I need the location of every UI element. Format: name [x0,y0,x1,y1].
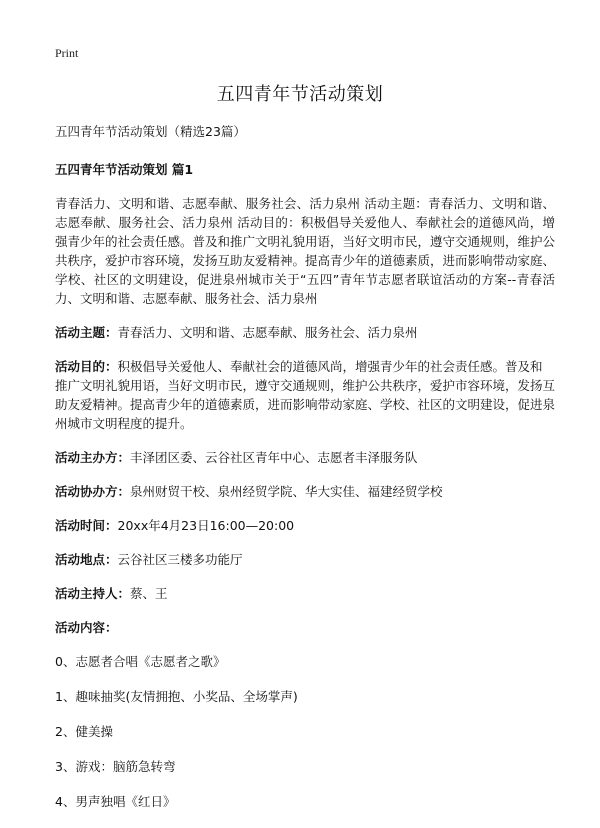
field-time-value: 20xx年4月23日16:00—20:00 [117,518,295,533]
field-time [55,516,555,535]
field-theme-value: 青春活力、文明和谐、志愿奉献、服务社会、活力泉州 [117,325,418,340]
list-item: 4、男声独唱《红日》 [55,794,176,809]
field-time-label: 活动时间： [55,518,118,533]
field-host [55,584,555,603]
field-content [55,618,555,637]
list-item: 2、健美操 [55,724,113,739]
field-co-organizer-value: 泉州财贸干校、泉州经贸学院、华大实佳、福建经贸学校 [130,484,443,499]
field-theme-label: 活动主题： [55,325,118,340]
list-item: 0、志愿者合唱《志愿者之歌》 [55,654,226,669]
print-label: Print [55,46,79,60]
field-host-label: 活动主持人： [55,586,131,601]
field-content-label: 活动内容： [55,620,118,635]
field-purpose-label: 活动目的： [55,359,118,374]
field-host-value: 蔡、王 [130,586,168,601]
document-body [55,122,555,827]
field-purpose-value: 积极倡导关爱他人、奉献社会的道德风尚，增强青少年的社会责任感。普及和推广文明礼貌用语，当好文明市民，遵守交通规则，维护公共秩序，爱护市容环境，发扬互助友爱精神。提高青少年的道德素质，进而影响带动家庭、学校、社区的文明建设，促进泉州城市文明程度的提升。 [55,359,556,431]
document-subtitle: 五四青年节活动策划（精选23篇） [55,124,246,139]
field-organizer [55,448,555,467]
section-heading: 五四青年节活动策划 篇1 [55,162,194,177]
field-purpose [55,357,555,433]
field-organizer-label: 活动主办方： [55,450,131,465]
field-co-organizer [55,482,555,501]
program-list [55,652,555,810]
field-theme [55,323,555,342]
intro-text: 青春活力、文明和谐、志愿奉献、服务社会、活力泉州 活动主题：青春活力、文明和谐、志愿奉献、服务社会、活力泉州 活动目的：积极倡导关爱他人、奉献社会的道德风尚，增强青少年的社会责任感。普及和推广文明礼貌用语，当好文明市民，遵守交通规则，维护公共秩序，爱护市容环境，发扬互助友爱精神。提高青少年的道德素质，进而影响带动家庭、学校、社区的文明建设，促进泉州城市关于“五四”青年节志愿者联谊活动的方案--青春活力、文明和谐、志愿奉献、服务社会、活力泉州 [55,196,556,306]
field-location-value: 云谷社区三楼多功能厅 [117,552,243,567]
field-location [55,550,555,569]
field-organizer-value: 丰泽团区委、云谷社区青年中心、志愿者丰泽服务队 [130,450,418,465]
field-location-label: 活动地点： [55,552,118,567]
intro-paragraph [55,194,555,308]
list-item: 1、趣味抽奖(友情拥抱、小奖品、全场掌声) [55,689,298,704]
list-item: 3、游戏：脑筋急转弯 [55,759,176,774]
field-co-organizer-label: 活动协办方： [55,484,131,499]
document-title: 五四青年节活动策划 [216,84,384,105]
